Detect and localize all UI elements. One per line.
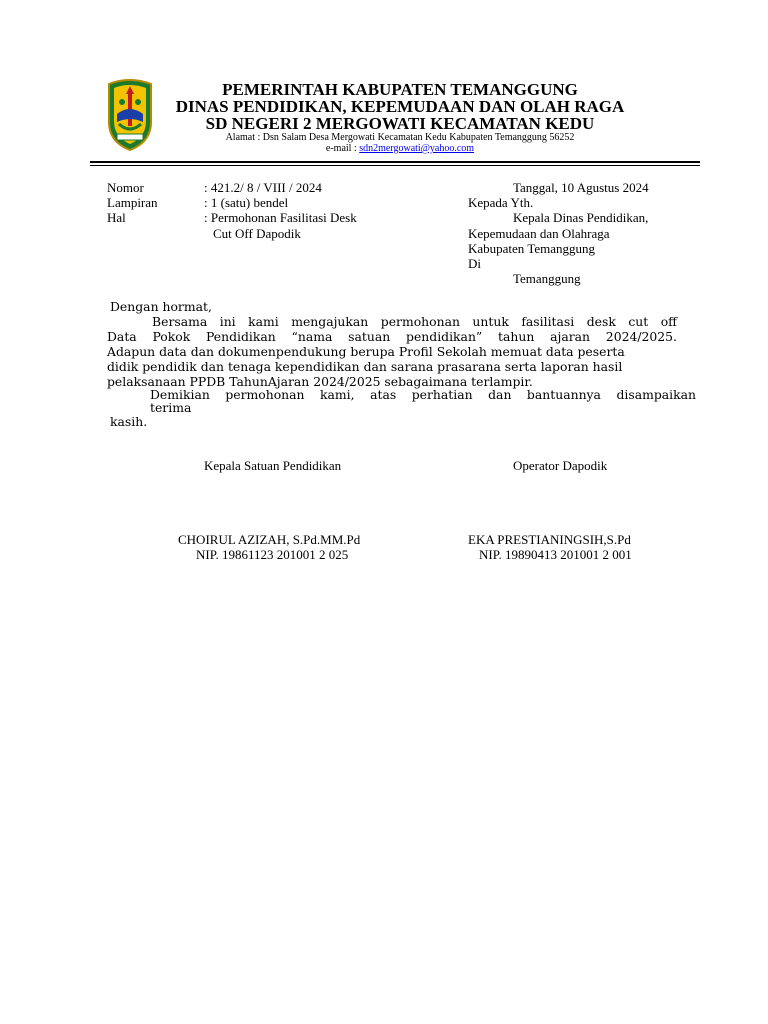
hal-value: : Permohonan Fasilitasi Desk [204,210,357,225]
signature-right-name: EKA PRESTIANINGSIH,S.Pd [468,532,631,547]
paragraph-2-line-1: Demikian permohonan kami, atas perhatian dan bantuannya disampaikan [150,387,696,402]
letterhead-email-row [160,143,640,154]
letterhead-address: Alamat : Dsn Salam Desa Mergowati Kecamatan Kedu Kabupaten Temanggung 56252 [225,132,575,143]
letter-date: Tanggal, 10 Agustus 2024 [513,180,649,195]
lampiran-label: Lampiran [107,195,158,210]
hal-value-continued: Cut Off Dapodik [213,226,301,241]
recipient-line-3: Kabupaten Temanggung [468,241,596,256]
paragraph-1-line-4: didik pendidik dan tenaga kependidikan dan sarana prasarana serta laporan hasil [107,359,623,374]
lampiran-value: : 1 (satu) bendel [204,195,289,210]
paragraph-2-line-3: kasih. [110,414,148,429]
letterhead-government: PEMERINTAH KABUPATEN TEMANGGUNG [222,80,578,99]
recipient-line-1: Kepala Dinas Pendidikan, [513,210,649,225]
recipient-city: Temanggung [513,271,581,286]
letterhead-department: DINAS PENDIDIKAN, KEPEMUDAAN DAN OLAH RAGA [175,97,625,116]
paragraph-1-line-1: Bersama ini kami mengajukan permohonan untuk fasilitasi desk cut off [152,314,677,329]
greeting: Dengan hormat, [110,299,212,314]
paragraph-1-line-5: pelaksanaan PPDB TahunAjaran 2024/2025 sebagaimana terlampir. [107,374,533,389]
letterhead-rule-thick [90,161,700,163]
paragraph-2-line-2: terima [150,400,192,415]
signature-left-title: Kepala Satuan Pendidikan [204,458,342,473]
nomor-value: : 421.2/ 8 / VIII / 2024 [204,180,322,195]
recipient-di: Di [468,256,481,271]
regency-emblem-logo [105,78,155,152]
signature-right-nip: NIP. 19890413 201001 2 001 [479,547,632,562]
email-label: e-mail : [325,143,360,154]
recipient-line-2: Kepemudaan dan Olahraga [468,226,610,241]
nomor-label: Nomor [107,180,144,195]
recipient-kepada: Kepada Yth. [468,195,534,210]
signature-right-title: Operator Dapodik [513,458,608,473]
paragraph-1-line-3: Adapun data dan dokumenpendukung berupa Profil Sekolah memuat data peserta [107,344,625,359]
signature-left-name: CHOIRUL AZIZAH, S.Pd.MM.Pd [178,532,361,547]
hal-label: Hal [107,210,126,225]
paragraph-1-line-2: Data Pokok Pendidikan “nama satuan pendidikan” tahun ajaran 2024/2025. [107,329,677,344]
email-link[interactable]: sdn2mergowati@yahoo.com [359,143,475,154]
signature-left-nip: NIP. 19861123 201001 2 025 [196,547,349,562]
letterhead-school: SD NEGERI 2 MERGOWATI KECAMATAN KEDU [205,114,595,133]
letterhead-rule-thin [90,165,700,166]
